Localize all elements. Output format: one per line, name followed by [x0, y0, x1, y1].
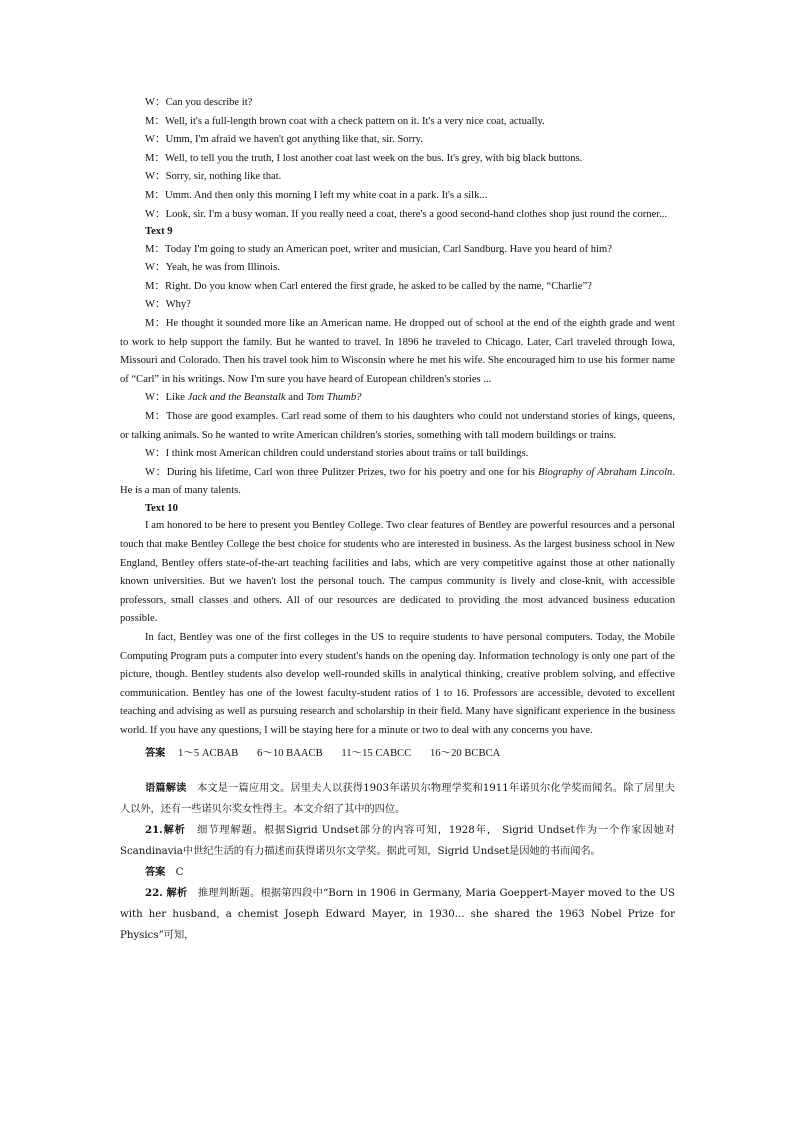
text9-heading: Text 9: [145, 226, 173, 238]
dialog-line: W：Look, sir. I'm a busy woman. If you really need a coat, there's a good second-hand clothes shop just round the corner...: [145, 208, 668, 220]
book-title-jack: Jack and the Beanstalk: [187, 392, 286, 404]
answer-segment: 16～20 BCBCA: [429, 747, 501, 759]
answer-segment: 6～10 BAACB: [257, 747, 323, 759]
like-and: and: [285, 392, 307, 404]
dialog-line: W：Why?: [145, 299, 191, 311]
dialog-line: W：Yeah, he was from Illinois.: [145, 262, 280, 274]
dialog-line: M：Today I'm going to study an American poet, writer and musician, Carl Sandburg. Have you heard of him?: [145, 243, 612, 255]
q22-analysis: [120, 883, 675, 946]
dialog-line: M：Well, to tell you the truth, I lost another coat last week on the bus. It's grey, with big black buttons.: [145, 152, 583, 164]
book-title-tom: Tom Thumb?: [306, 392, 362, 404]
reading-analysis: [120, 778, 675, 820]
q22-label: 22. 解析: [145, 886, 188, 899]
dialog-part1: [120, 94, 675, 224]
reading-label: 语篇解读: [145, 781, 187, 794]
dialog-line: W：Umm, I'm afraid we haven't got anything like that, sir. Sorry.: [145, 134, 423, 146]
dialog-line: M：He thought it sounded more like an American name. He dropped out of school at the end of the eighth grade and went to work to help support the family. But he wanted to travel. In 1896 he traveled to Chicago. Later, Carl traveled through Iowa, Missouri and Colorado. Then his travel took him to Wisconsin where he met his wife. She encouraged him to use his former name of “Carl” in his writings. Now I'm sure you have heard of European children's stories ...: [120, 318, 675, 385]
answer-key: [120, 743, 675, 764]
text10-paragraph: I am honored to be here to present you Bentley College. Two clear features of Bentley are powerful resources and a personal touch that make Bentley College the best choice for students who are interested in business. As the largest business school in New England, Bentley offers state-of-the-art teaching facilities and labs, which are very competitive against those at other nationally known universities. But we haven't lost the personal touch. The campus community is lively and close-knit, with accessible professors, small classes and others. All of our resources are dedicated to providing the most advanced business education possible.: [120, 520, 675, 625]
dialog-line: W：Sorry, sir, nothing like that.: [145, 171, 282, 183]
text9-dialog: [120, 241, 675, 501]
dialog-line-like: [120, 389, 675, 408]
dialog-line: M：Those are good examples. Carl read some of them to his daughters who could not understand stories of kings, queens, or talking animals. So he wanted to write American children's stories, something with tall modern buildings or trains.: [120, 411, 675, 441]
q21-label: 21.解析: [145, 823, 186, 836]
q21-answer-label: 答案: [145, 865, 166, 878]
book-title-lincoln: Biography of Abraham Lincoln: [538, 466, 673, 478]
q21-text: 细节理解题。根据Sigrid Undset部分的内容可知，1928年， Sigrid Undset作为一个作家因她对Scandinavia中世纪生活的有力描述而获得诺贝尔文学奖。据此可知，Sigrid Undset是因她的书而闻名。: [120, 824, 675, 857]
dialog-line: M：Well, it's a full-length brown coat with a check pattern on it. It's a very nice coat, actually.: [145, 115, 545, 127]
q21-answer-value: C: [175, 866, 184, 878]
answer-label: 答案: [145, 746, 166, 759]
dialog-line-prize: [120, 464, 675, 501]
q22-text: 推理判断题。根据第四段中“Born in 1906 in Germany, Maria Goeppert-Mayer moved to the US with her husband, a chemist Joseph Edward Mayer, in 1930... she shared the 1963 Nobel Prize for Physics”可知，: [120, 887, 675, 941]
dialog-line: M：Right. Do you know when Carl entered the first grade, he asked to be called by the name, “Charlie”?: [145, 280, 592, 292]
like-prefix: W：Like: [145, 392, 188, 404]
dialog-line: W：I think most American children could understand stories about trains or tall buildings.: [145, 448, 529, 460]
answer-segment: 11～15 CABCC: [341, 747, 412, 759]
dialog-line: M：Umm. And then only this morning I left my white coat in a park. It's a silk...: [145, 189, 488, 201]
text10-body: [120, 517, 675, 740]
dialog-line: W：Can you describe it?: [145, 97, 253, 108]
reading-text: 本文是一篇应用文。居里夫人以获得1903年诺贝尔物理学奖和1911年诺贝尔化学奖而闻名。除了居里夫人以外，还有一些诺贝尔奖女性得主。本文介绍了其中的四位。: [120, 782, 675, 815]
document-page: [120, 94, 675, 946]
answer-segment: 1～5 ACBAB: [178, 747, 239, 759]
text10-heading: Text 10: [145, 502, 178, 514]
text10-paragraph: In fact, Bentley was one of the first colleges in the US to require students to have personal computers. Today, the Mobile Computing Program puts a computer into every student's hands on the opening day. Information technology is only one part of the picture, though. Bentley students also develop well-rounded skills in analytical thinking, creative problem solving, and effective communication. Bentley has one of the lowest faculty-student ratios of 1 to 16. Professors are accessible, devoted to excellent teaching and advising as well as pursuing research and scholarship in their field. Many have significant experience in the business world. If you have any questions, I will be staying here for a minute or two to deal with any concerns you have.: [120, 632, 675, 736]
prize-suffix: . He is a man of many talents.: [120, 466, 675, 497]
q21-analysis: [120, 820, 675, 862]
section-gap: [120, 764, 675, 778]
q21-answer: [120, 862, 675, 883]
prize-prefix: W：During his lifetime, Carl won three Pulitzer Prizes, two for his poetry and one for his: [145, 466, 539, 478]
